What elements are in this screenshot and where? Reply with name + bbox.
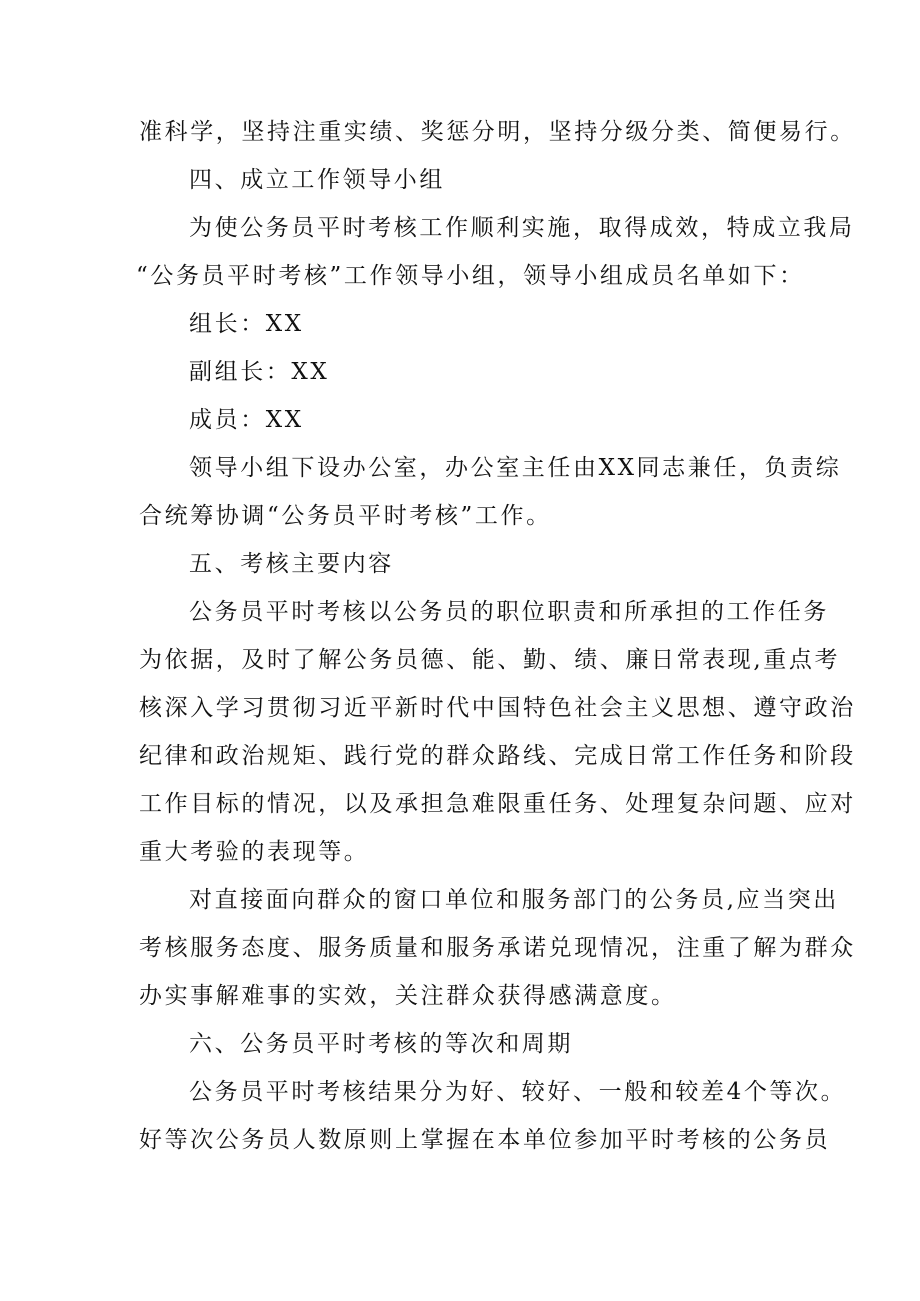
paragraph-line: 为依据，及时了解公务员德、能、勤、绩、廉日常表现,重点考 <box>139 647 841 673</box>
section-heading-4: 四、成立工作领导小组 <box>189 167 445 193</box>
paragraph-line: 工作目标的情况，以及承担急难限重任务、处理复杂问题、应对 <box>139 791 856 817</box>
paragraph-line: 公务员平时考核以公务员的职位职责和所承担的工作任务 <box>189 599 829 625</box>
paragraph-line: 对直接面向群众的窗口单位和服务部门的公务员,应当突出 <box>189 887 839 913</box>
paragraph-line: 重大考验的表现等。 <box>139 839 370 865</box>
section-heading-6: 六、公务员平时考核的等次和周期 <box>189 1031 573 1057</box>
paragraph-line: 纪律和政治规矩、践行党的群众路线、完成日常工作任务和阶段 <box>139 743 856 769</box>
paragraph-line: 领导小组下设办公室，办公室主任由XX同志兼任，负责综 <box>189 455 842 481</box>
paragraph-line: 准科学，坚持注重实绩、奖惩分明，坚持分级分类、简便易行。 <box>139 119 856 145</box>
deputy-leader-line: 副组长：XX <box>189 359 330 385</box>
paragraph-line: 好等次公务员人数原则上掌握在本单位参加平时考核的公务员 <box>139 1127 831 1153</box>
paragraph-line: “公务员平时考核”工作领导小组，领导小组成员名单如下： <box>136 263 805 289</box>
paragraph-line: 合统筹协调“公务员平时考核”工作。 <box>139 503 552 529</box>
members-line: 成员：XX <box>189 407 304 433</box>
leader-line: 组长：XX <box>189 311 304 337</box>
section-heading-5: 五、考核主要内容 <box>189 551 394 577</box>
paragraph-line: 考核服务态度、服务质量和服务承诺兑现情况，注重了解为群众 <box>139 935 856 961</box>
paragraph-line: 公务员平时考核结果分为好、较好、一般和较差4个等次。 <box>189 1079 847 1105</box>
paragraph-line: 为使公务员平时考核工作顺利实施，取得成效，特成立我局 <box>189 215 855 241</box>
paragraph-line: 核深入学习贯彻习近平新时代中国特色社会主义思想、遵守政治 <box>139 695 856 721</box>
paragraph-line: 办实事解难事的实效，关注群众获得感满意度。 <box>139 983 677 1009</box>
